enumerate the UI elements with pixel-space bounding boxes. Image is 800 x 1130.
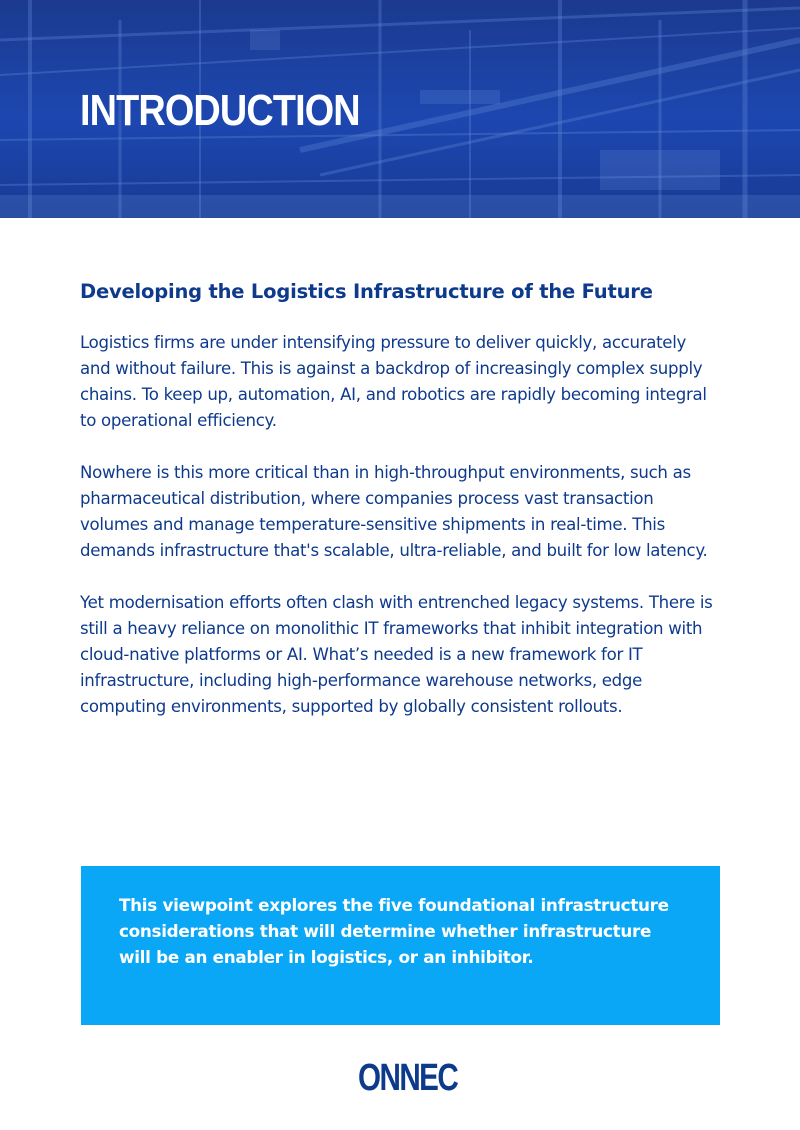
onnec-logo: [358, 1057, 458, 1099]
hero-banner: [0, 0, 800, 218]
section-subheading: Developing the Logistics Infrastructure of the Future: [80, 280, 653, 303]
callout-text: This viewpoint explores the five foundational infrastructure considerations that will determine whether infrastructure will be an enabler in logistics, or an inhibitor.: [119, 895, 669, 967]
logo-text: ONNEC: [358, 1057, 458, 1099]
paragraph-1: Logistics firms are under intensifying pressure to deliver quickly, accurately and without failure. This is against a backdrop of increasingly complex supply chains. To keep up, automation, AI, and robotics are rapidly becoming integral to operational efficiency.: [80, 333, 707, 430]
main-content: [80, 280, 720, 746]
page-title: INTRODUCTION: [80, 86, 360, 135]
paragraph-3: Yet modernisation efforts often clash with entrenched legacy systems. There is still a heavy reliance on monolithic IT frameworks that inhibit integration with cloud-native platforms or AI. What’s needed is a new framework for IT infrastructure, including high-performance warehouse networks, edge computing environments, supported by globally consistent rollouts.: [80, 593, 713, 716]
callout-box: [81, 866, 720, 1025]
paragraph-2: Nowhere is this more critical than in high-throughput environments, such as pharmaceutical distribution, where companies process vast transaction volumes and manage temperature-sensitive shipments in real-time. This demands infrastructure that's scalable, ultra-reliable, and built for low latency.: [80, 463, 708, 560]
